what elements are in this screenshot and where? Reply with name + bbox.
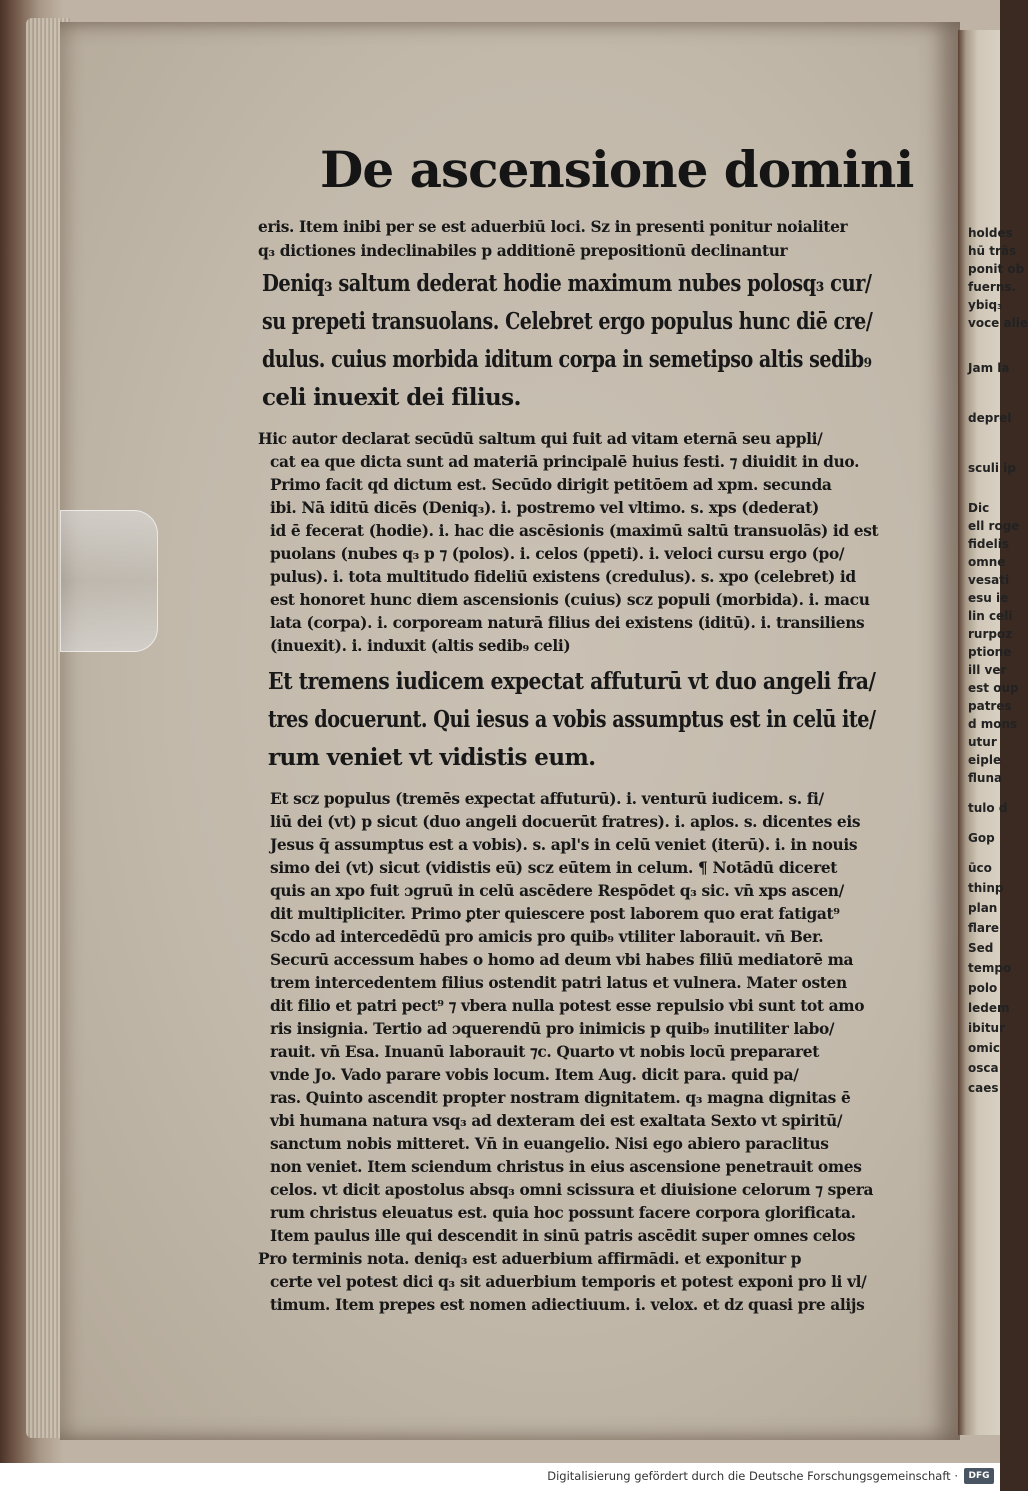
right-fragment-line: utur xyxy=(968,735,997,749)
right-fragment-line: d mons xyxy=(968,717,1018,731)
right-fragment-line: polo xyxy=(968,981,998,995)
text-line: quis an xpo fuit ɔgruū in celū ascēdere Respōdet q₃ sic. vn̄ xps ascen/ xyxy=(270,882,844,900)
text-line: rum christus eleuatus est. quia hoc possunt facere corpora glorificata. xyxy=(270,1204,856,1222)
text-line: non veniet. Item sciendum christus in eius ascensione penetrauit omes xyxy=(270,1158,862,1176)
text-line: simo dei (vt) sicut (vidistis eū) scz eūtem in celum. ¶ Notādū diceret xyxy=(270,859,838,877)
text-line: vnde Jo. Vado parare vobis locum. Item Aug. dicit para. quid pa/ xyxy=(270,1066,799,1084)
text-line: (inuexit). i. induxit (altis sedib₉ celi) xyxy=(270,637,571,655)
right-fragment-line: sculi ip xyxy=(968,461,1016,475)
right-fragment-line: holdes xyxy=(968,226,1013,240)
right-fragment-line: patres xyxy=(968,699,1012,713)
text-line: rauit. vn̄ Esa. Inuanū laborauit ⁊c. Quarto vt nobis locū prepararet xyxy=(270,1043,819,1061)
text-line: cat ea que dicta sunt ad materiā principalē huius festi. ⁊ diuidit in duo. xyxy=(270,453,860,471)
text-line: liū dei (vt) p sicut (duo angeli docuerūt fratres). i. aplos. s. dicentes eis xyxy=(270,813,861,831)
text-line: Jesus q̄ assumptus est a vobis). s. apl's in celū veniet (iterū). i. in nouis xyxy=(270,836,858,854)
text-line: Deniq₃ saltum dederat hodie maximum nubes polosq₃ cur/ xyxy=(262,270,872,297)
text-line: ibi. Nā iditū dicēs (Deniq₃). i. postremo vel vltimo. s. xps (dederat) xyxy=(270,499,819,517)
right-page-fragment xyxy=(958,30,1028,1435)
right-fragment-line: omne xyxy=(968,555,1006,569)
right-fragment-line: hū trās xyxy=(968,244,1017,258)
text-line: certe vel potest dici q₃ sit aduerbium temporis et potest exponi pro li vl/ xyxy=(270,1273,867,1291)
right-fragment-line: est oup xyxy=(968,681,1019,695)
right-fragment-line: ponit ob xyxy=(968,262,1025,276)
right-fragment-line: deprel xyxy=(968,411,1012,425)
right-fragment-line: voce alie xyxy=(968,316,1028,330)
right-fragment-line: ptione xyxy=(968,645,1012,659)
right-fragment-line: caes xyxy=(968,1081,999,1095)
page-heading: De ascensione domini xyxy=(320,140,914,199)
text-line: est honoret hunc diem ascensionis (cuius) scz populi (morbida). i. macu xyxy=(270,591,870,609)
text-line: su prepeti transuolans. Celebret ergo populus hunc diē cre/ xyxy=(262,308,873,335)
right-fragment-line: vesati xyxy=(968,573,1010,587)
text-line: Hic autor declarat secūdū saltum qui fuit ad vitam eternā seu appli/ xyxy=(258,430,823,448)
right-fragment-line: plan xyxy=(968,901,998,915)
right-fragment-line: flare xyxy=(968,921,1000,935)
text-line: ris insignia. Tertio ad ɔquerendū pro inimicis p quib₉ inutiliter labo/ xyxy=(270,1020,835,1038)
right-fragment-line: fluna xyxy=(968,771,1003,785)
text-line: ras. Quinto ascendit propter nostram dignitatem. q₃ magna dignitas ē xyxy=(270,1089,851,1107)
text-line: dulus. cuius morbida iditum corpa in semetipso altis sedib₉ xyxy=(262,346,872,373)
right-fragment-line: ledem xyxy=(968,1001,1010,1015)
right-fragment-line: Jam la xyxy=(968,361,1010,375)
text-line: Primo facit qd dictum est. Secūdo dirigit petitōem ad xpm. secunda xyxy=(270,476,832,494)
text-line: vbi humana natura vsq₃ ad dexteram dei est exaltata Sexto vt spiritū/ xyxy=(270,1112,843,1130)
right-fragment-line: Dic xyxy=(968,501,990,515)
right-fragment-line: eiple xyxy=(968,753,1002,767)
right-fragment-line: ūco xyxy=(968,861,992,875)
text-line: tres docuerunt. Qui iesus a vobis assumptus est in celū ite/ xyxy=(268,706,876,733)
text-line: Et tremens iudicem expectat affuturū vt duo angeli fra/ xyxy=(268,668,876,695)
right-fragment-line: fidelis xyxy=(968,537,1009,551)
text-line: puolans (nubes q₃ p ⁊ (polos). i. celos (ppeti). i. veloci cursu ergo (po/ xyxy=(270,545,845,563)
right-fragment-line: fuerns. xyxy=(968,280,1017,294)
right-fragment-line: ell roge xyxy=(968,519,1020,533)
text-line: Et scz populus (tremēs expectat affuturū). i. venturū iudicem. s. fi/ xyxy=(270,790,824,808)
text-line: celos. vt dicit apostolus absq₃ omni scissura et diuisione celorum ⁊ spera xyxy=(270,1181,874,1199)
text-line: lata (corpa). i. corpoream naturā filius dei existens (iditū). i. transiliens xyxy=(270,614,865,632)
text-line: eris. Item inibi per se est aduerbiū loci. Sz in presenti ponitur noialiter xyxy=(258,218,848,236)
right-fragment-line: tulo d xyxy=(968,801,1008,815)
text-line: Scdo ad intercedēdū pro amicis pro quib₉ vtiliter laborauit. vn̄ Ber. xyxy=(270,928,824,946)
text-line: sanctum nobis mitteret. Vn̄ in euangelio. Nisi ego abiero paraclitus xyxy=(270,1135,829,1153)
text-line: celi inuexit dei filius. xyxy=(262,384,521,411)
text-line: trem intercedentem filius ostendit patri latus et vulnera. Mater osten xyxy=(270,974,847,992)
text-line: q₃ dictiones indeclinabiles p additionē prepositionū declinantur xyxy=(258,242,788,260)
right-fragment-line: tempo xyxy=(968,961,1012,975)
text-line: dit multipliciter. Primo ꝑter quiescere post laborem quo erat fatigat⁹ xyxy=(270,905,840,923)
right-fragment-line: Gop xyxy=(968,831,995,845)
text-line: dit filio et patri pect⁹ ⁊ vbera nulla potest esse repulsio vbi sunt tot amo xyxy=(270,997,865,1015)
footer-credit: Digitalisierung gefördert durch die Deutsche Forschungsgemeinschaft · xyxy=(547,1469,958,1483)
right-fragment-line: lin celi xyxy=(968,609,1013,623)
text-line: Securū accessum habes o homo ad deum vbi habes filiū mediatorē ma xyxy=(270,951,854,969)
text-line: pulus). i. tota multitudo fideliū existens (credulus). s. xpo (celebret) id xyxy=(270,568,856,586)
right-fragment-line: esu ie xyxy=(968,591,1009,605)
page-clip xyxy=(60,510,158,652)
right-fragment-line: ill ver xyxy=(968,663,1007,677)
right-fragment-line: rurpoz xyxy=(968,627,1013,641)
text-line: timum. Item prepes est nomen adiectiuum. i. velox. et dz quasi pre alijs xyxy=(270,1296,865,1314)
text-line: rum veniet vt vidistis eum. xyxy=(268,744,596,771)
footer-bar xyxy=(0,1463,1000,1491)
right-fragment-line: Sed xyxy=(968,941,994,955)
right-fragment-line: ibitur xyxy=(968,1021,1006,1035)
dfg-logo: DFG xyxy=(964,1468,994,1484)
text-line: id ē fecerat (hodie). i. hac die ascēsionis (maximū saltū transuolās) id est xyxy=(270,522,879,540)
right-fragment-line: ybiq₃ xyxy=(968,298,1003,312)
right-fragment-line: thinp xyxy=(968,881,1004,895)
text-line: Item paulus ille qui descendit in sinū patris ascēdit super omnes celos xyxy=(270,1227,856,1245)
text-line: Pro terminis nota. deniq₃ est aduerbium affirmādi. et exponitur p xyxy=(258,1250,802,1268)
right-fragment-line: omic xyxy=(968,1041,1000,1055)
right-fragment-line: osca xyxy=(968,1061,999,1075)
